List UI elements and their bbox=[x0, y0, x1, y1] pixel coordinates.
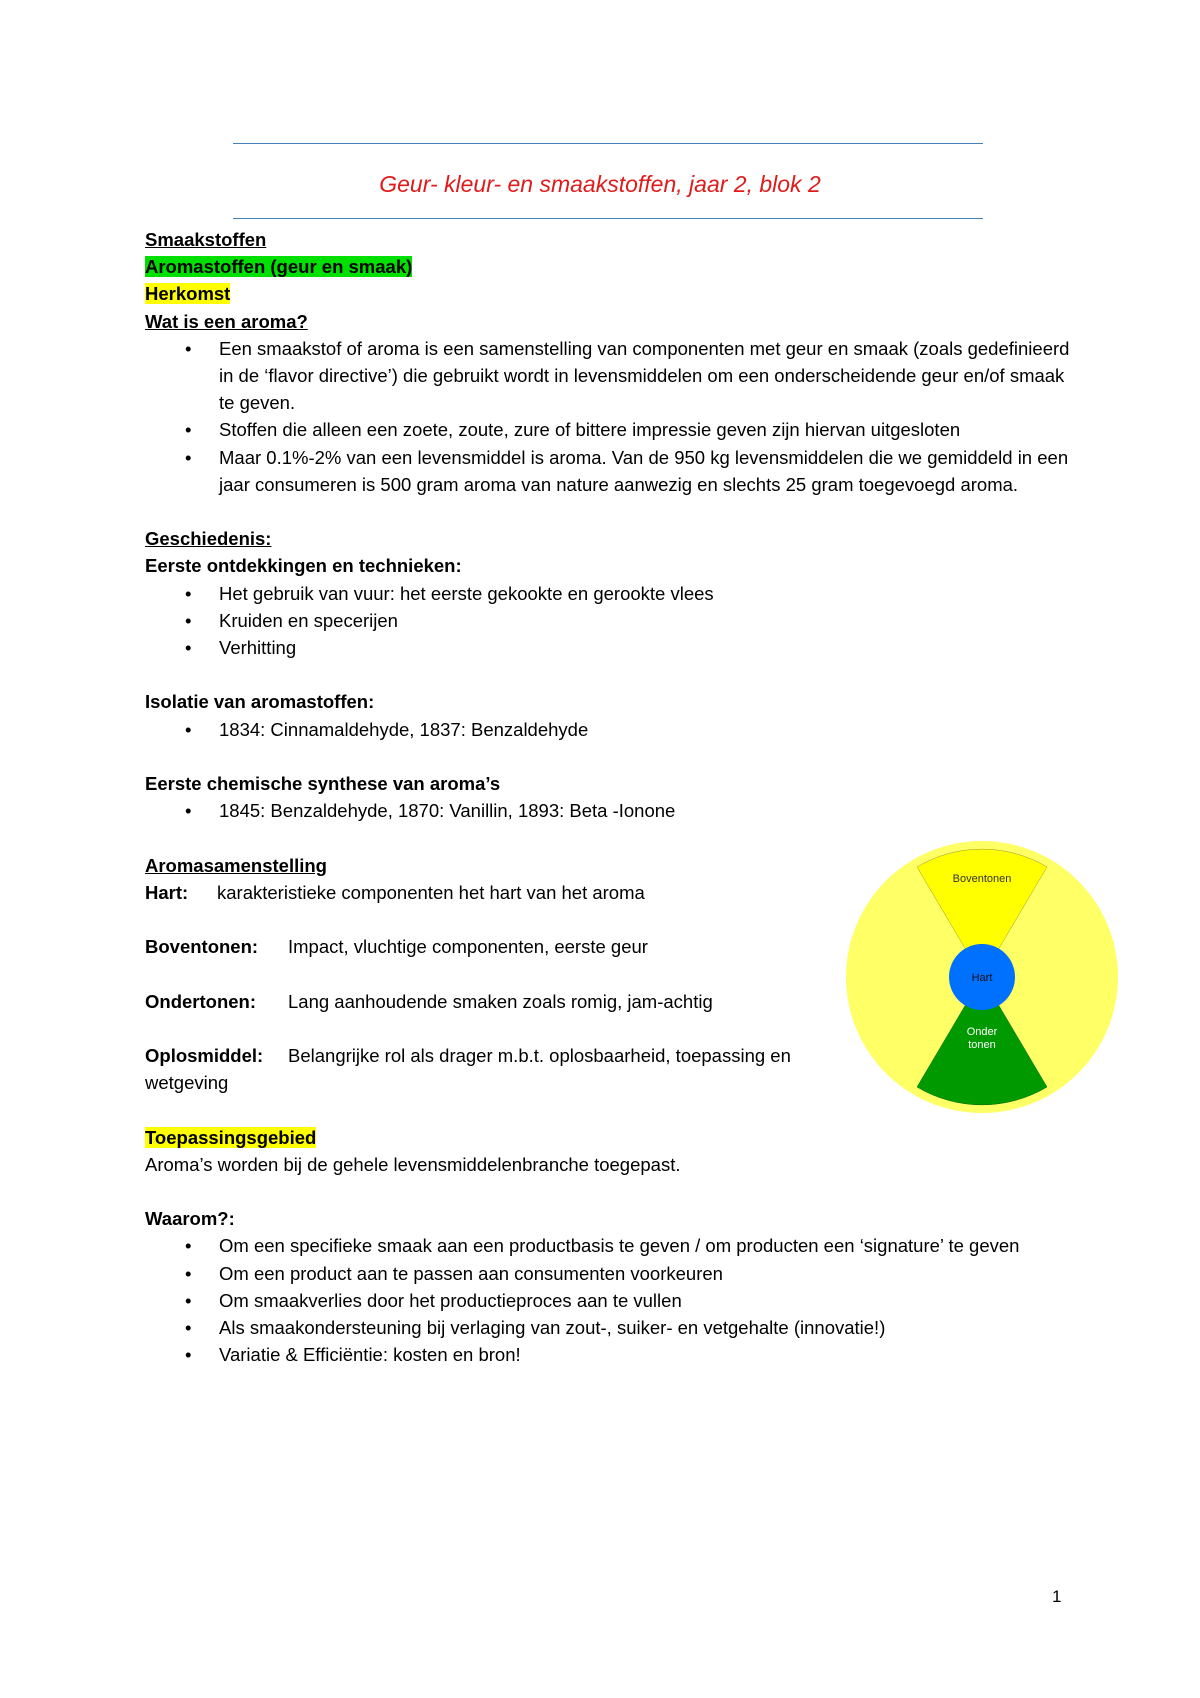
list-item: • Kruiden en specerijen bbox=[145, 607, 1075, 634]
list-item: • Verhitting bbox=[145, 634, 1075, 661]
aroma-wheel-diagram bbox=[844, 839, 1120, 1115]
list-item: • Als smaakondersteuning bij verlaging van zout-, suiker- en vetgehalte (innovatie!) bbox=[145, 1314, 1075, 1341]
heading-aromasamenstelling: Aromasamenstelling bbox=[145, 854, 327, 876]
list-item: • Het gebruik van vuur: het eerste gekookte en gerookte vlees bbox=[145, 580, 1075, 607]
def-ondertonen: Lang aanhoudende smaken zoals romig, jam-achtig bbox=[288, 990, 713, 1012]
term-oplosmiddel: Oplosmiddel: bbox=[145, 1044, 264, 1066]
heading-smaakstoffen: Smaakstoffen bbox=[145, 229, 267, 250]
aroma-bullet-list bbox=[145, 335, 1075, 498]
wheel-label-tonen: tonen bbox=[968, 1039, 996, 1051]
term-boventonen: Boventonen: bbox=[145, 936, 259, 958]
wheel-label-boventonen: Boventonen bbox=[952, 873, 1012, 885]
list-item: • Een smaakstof of aroma is een samenstelling van componenten met geur en smaak (zoals gedefinieerd in de ‘flavor directive’) die gebruikt wordt in levensmiddelen om een onderscheidende geur en/of smaak te geven. bbox=[145, 335, 1075, 417]
title-rule-bottom bbox=[233, 218, 983, 219]
list-item: • Om smaakverlies door het productieproces aan te vullen bbox=[145, 1287, 1075, 1314]
ontdekkingen-list bbox=[145, 580, 1075, 662]
term-ondertonen: Ondertonen: bbox=[145, 990, 256, 1012]
heading-wat-is-aroma: Wat is een aroma? bbox=[145, 310, 308, 332]
def-boventonen: Impact, vluchtige componenten, eerste geur bbox=[288, 936, 648, 958]
waarom-list bbox=[145, 1232, 1075, 1368]
heading-geschiedenis: Geschiedenis: bbox=[145, 528, 272, 550]
list-item: • Stoffen die alleen een zoete, zoute, zure of bittere impressie geven zijn hiervan uitgesloten bbox=[145, 416, 1075, 443]
list-item: • Om een product aan te passen aan consumenten voorkeuren bbox=[145, 1260, 1075, 1287]
heading-herkomst: Herkomst bbox=[145, 283, 231, 305]
synthese-list bbox=[145, 797, 1075, 824]
isolatie-list bbox=[145, 716, 1075, 743]
list-item: • Variatie & Efficiëntie: kosten en bron! bbox=[145, 1341, 1075, 1368]
def-oplosmiddel: Belangrijke rol als drager m.b.t. oplosbaarheid, toepassing en wetgeving bbox=[145, 1044, 791, 1094]
term-hart: Hart: bbox=[145, 881, 189, 903]
subheading-ontdekkingen: Eerste ontdekkingen en technieken: bbox=[145, 555, 462, 577]
heading-waarom: Waarom?: bbox=[145, 1208, 235, 1230]
list-item: • 1845: Benzaldehyde, 1870: Vanillin, 1893: Beta -Ionone bbox=[145, 797, 1075, 824]
list-item: • Om een specifieke smaak aan een productbasis te geven / om producten een ‘signature’ te geven bbox=[145, 1232, 1075, 1259]
page-number: 1 bbox=[1052, 1587, 1062, 1606]
subheading-isolatie: Isolatie van aromastoffen: bbox=[145, 691, 375, 713]
heading-toepassingsgebied: Toepassingsgebied bbox=[145, 1126, 317, 1148]
toepassing-text: Aroma’s worden bij de gehele levensmiddelenbranche toegepast. bbox=[145, 1153, 681, 1175]
document-title: Geur- kleur- en smaakstoffen, jaar 2, blok 2 bbox=[379, 171, 821, 197]
wheel-label-hart: Hart bbox=[971, 972, 993, 984]
list-item: • Maar 0.1%-2% van een levensmiddel is aroma. Van de 950 kg levensmiddelen die we gemiddeld in een jaar consumeren is 500 gram aroma van nature aanwezig en slechts 25 gram toegevoegd aroma. bbox=[145, 444, 1075, 498]
title-rule-top bbox=[233, 143, 983, 144]
document-body bbox=[145, 226, 1075, 1368]
def-hart: karakteristieke componenten het hart van het aroma bbox=[217, 881, 645, 903]
aromasamenstelling-section bbox=[145, 852, 845, 1097]
subheading-synthese: Eerste chemische synthese van aroma’s bbox=[145, 773, 501, 795]
heading-aromastoffen: Aromastoffen (geur en smaak) bbox=[145, 256, 413, 278]
list-item: • 1834: Cinnamaldehyde, 1837: Benzaldehyde bbox=[145, 716, 1075, 743]
wheel-label-onder: Onder bbox=[966, 1026, 998, 1038]
